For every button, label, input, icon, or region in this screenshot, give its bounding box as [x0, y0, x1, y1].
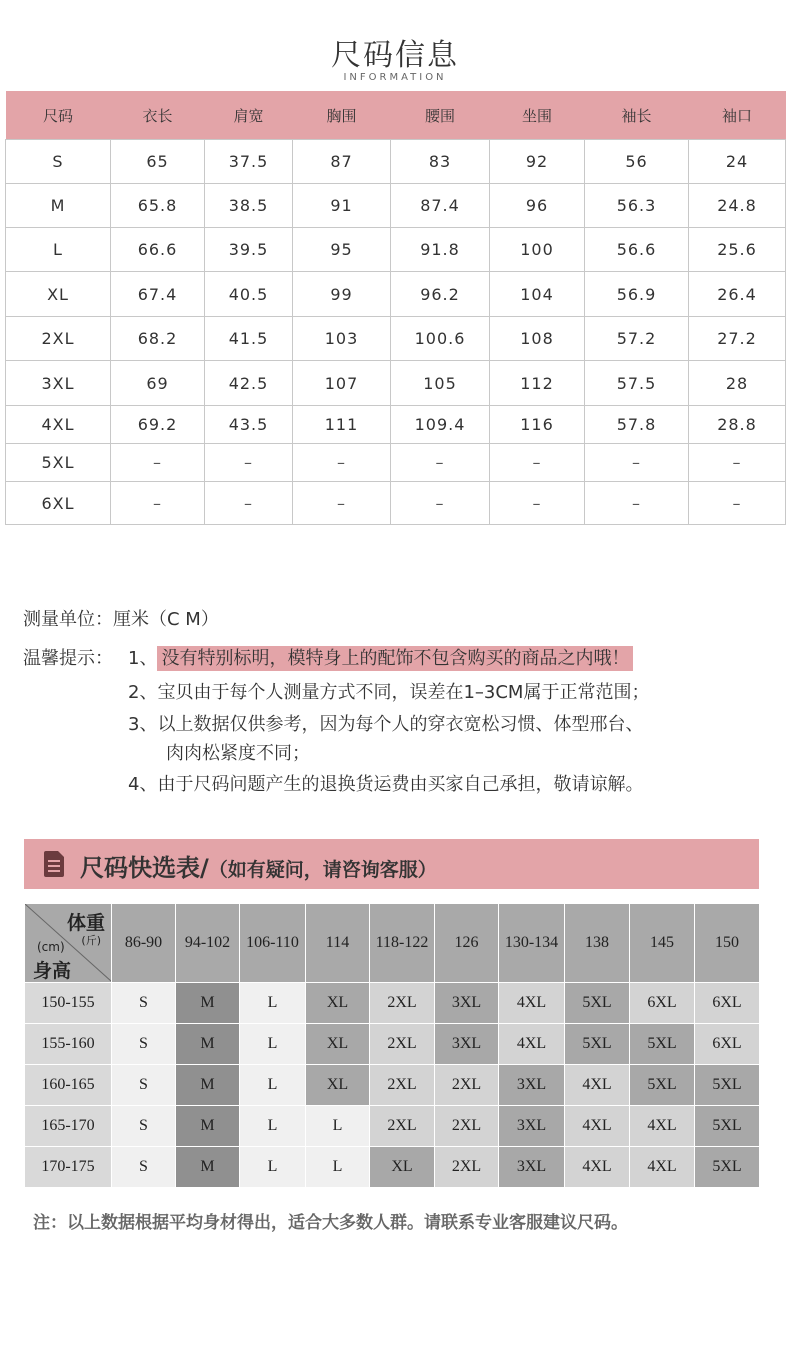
footnote: 注：以上数据根据平均身材得出，适合大多数人群。请联系专业客服建议尺码。: [33, 1213, 628, 1233]
size-suggestion-cell: 2XL: [435, 1147, 499, 1188]
size-suggestion-cell: 3XL: [435, 983, 499, 1024]
size-value-cell: –: [689, 482, 786, 525]
size-value-cell: 100.6: [391, 317, 490, 361]
size-value-cell: 69: [111, 361, 205, 406]
size-suggestion-cell: M: [176, 1065, 240, 1106]
weight-header-cell: 138: [565, 904, 630, 983]
size-table-header-cell: 衣长: [111, 91, 205, 140]
size-table-row: [6, 140, 786, 184]
size-value-cell: –: [689, 444, 786, 482]
size-value-cell: 42.5: [205, 361, 293, 406]
tip-number: 2、: [128, 682, 158, 703]
size-suggestion-cell: 2XL: [435, 1065, 499, 1106]
size-value-cell: 43.5: [205, 406, 293, 444]
corner-weight-unit: (斤): [81, 934, 101, 947]
weight-header-cell: 150: [695, 904, 760, 983]
size-table-header-cell: 腰围: [391, 91, 490, 140]
size-suggestion-cell: 3XL: [499, 1106, 565, 1147]
size-suggestion-cell: 6XL: [695, 983, 760, 1024]
measurement-unit: [23, 605, 219, 631]
size-suggestion-cell: 2XL: [370, 1106, 435, 1147]
size-table-header: [6, 91, 786, 140]
size-value-cell: –: [293, 444, 391, 482]
size-suggestion-cell: 4XL: [499, 1024, 565, 1065]
corner-cell: [25, 904, 112, 983]
size-value-cell: 107: [293, 361, 391, 406]
size-suggestion-cell: 5XL: [695, 1147, 760, 1188]
size-suggestion-cell: 5XL: [565, 983, 630, 1024]
size-suggestion-cell: L: [240, 1147, 306, 1188]
size-value-cell: 24: [689, 140, 786, 184]
size-value-cell: 57.2: [585, 317, 689, 361]
size-table-header-cell: 袖口: [689, 91, 786, 140]
size-label-cell: 3XL: [6, 361, 111, 406]
size-suggestion-cell: S: [112, 1106, 176, 1147]
tip-item: [128, 710, 643, 736]
size-label-cell: L: [6, 228, 111, 272]
size-value-cell: –: [293, 482, 391, 525]
size-value-cell: 38.5: [205, 184, 293, 228]
size-table-header-cell: 尺码: [6, 91, 111, 140]
document-icon: [44, 851, 64, 877]
tip-item-continued: [166, 739, 310, 765]
size-value-cell: 96.2: [391, 272, 490, 317]
size-value-cell: 95: [293, 228, 391, 272]
size-label-cell: 4XL: [6, 406, 111, 444]
size-value-cell: 37.5: [205, 140, 293, 184]
size-value-cell: 92: [490, 140, 585, 184]
size-suggestion-cell: 5XL: [630, 1024, 695, 1065]
size-suggestion-cell: L: [240, 1106, 306, 1147]
size-label-cell: XL: [6, 272, 111, 317]
size-value-cell: 87: [293, 140, 391, 184]
size-suggestion-cell: 5XL: [695, 1106, 760, 1147]
height-cell: 160-165: [25, 1065, 112, 1106]
tip-text: 由于尺码问题产生的退换货运费由买家自己承担，敬请谅解。: [157, 774, 644, 795]
size-value-cell: 99: [293, 272, 391, 317]
size-table-row: [6, 184, 786, 228]
size-label-cell: M: [6, 184, 111, 228]
size-suggestion-cell: L: [240, 1065, 306, 1106]
size-suggestion-cell: 5XL: [630, 1065, 695, 1106]
size-table-row: [6, 228, 786, 272]
tip-item: [128, 770, 643, 796]
weight-header-cell: 106-110: [240, 904, 306, 983]
size-label-cell: 6XL: [6, 482, 111, 525]
tip-text: 以上数据仅供参考，因为每个人的穿衣宽松习惯、体型邢台、: [157, 714, 644, 735]
size-value-cell: 105: [391, 361, 490, 406]
weight-header-cell: 126: [435, 904, 499, 983]
size-value-cell: 26.4: [689, 272, 786, 317]
size-value-cell: 56.6: [585, 228, 689, 272]
size-value-cell: –: [205, 482, 293, 525]
corner-height-label: 身高: [33, 960, 72, 982]
size-value-cell: –: [205, 444, 293, 482]
tip-number: 3、: [128, 714, 158, 735]
size-label-cell: S: [6, 140, 111, 184]
size-value-cell: 27.2: [689, 317, 786, 361]
size-value-cell: 83: [391, 140, 490, 184]
quick-table-row: [25, 1024, 760, 1065]
size-value-cell: 24.8: [689, 184, 786, 228]
size-table-row: [6, 361, 786, 406]
size-value-cell: 100: [490, 228, 585, 272]
size-suggestion-cell: 2XL: [370, 1024, 435, 1065]
size-suggestion-cell: M: [176, 983, 240, 1024]
size-value-cell: 57.8: [585, 406, 689, 444]
size-value-cell: 56: [585, 140, 689, 184]
tips-label: 温馨提示：: [23, 648, 113, 669]
weight-header-cell: 130-134: [499, 904, 565, 983]
corner-height-unit: (cm): [37, 940, 65, 954]
size-label-cell: 5XL: [6, 444, 111, 482]
size-value-cell: 91.8: [391, 228, 490, 272]
corner-weight-label: 体重: [66, 912, 105, 934]
quick-select-banner: [24, 839, 759, 889]
weight-header-cell: 118-122: [370, 904, 435, 983]
size-value-cell: 67.4: [111, 272, 205, 317]
size-table-row: [6, 317, 786, 361]
size-suggestion-cell: L: [306, 1147, 370, 1188]
size-value-cell: 28: [689, 361, 786, 406]
size-suggestion-cell: XL: [306, 1024, 370, 1065]
tip-number: 1、: [128, 648, 158, 669]
size-table-row: [6, 272, 786, 317]
size-suggestion-cell: 2XL: [370, 1065, 435, 1106]
size-suggestion-cell: 4XL: [630, 1147, 695, 1188]
size-suggestion-cell: M: [176, 1147, 240, 1188]
size-suggestion-cell: 3XL: [499, 1065, 565, 1106]
quick-select-title-sub: （如有疑问，请咨询客服）: [208, 859, 437, 881]
size-suggestion-cell: M: [176, 1106, 240, 1147]
size-suggestion-cell: 4XL: [630, 1106, 695, 1147]
size-suggestion-cell: 5XL: [565, 1024, 630, 1065]
size-table-header-cell: 袖长: [585, 91, 689, 140]
tip-item: [128, 644, 633, 670]
size-suggestion-cell: 3XL: [435, 1024, 499, 1065]
page-subtitle: INFORMATION: [343, 72, 447, 83]
size-suggestion-cell: 4XL: [499, 983, 565, 1024]
size-suggestion-cell: S: [112, 1024, 176, 1065]
size-suggestion-cell: L: [306, 1106, 370, 1147]
size-value-cell: 41.5: [205, 317, 293, 361]
size-table: [5, 91, 786, 525]
quick-select-title: [80, 848, 437, 883]
page-title: 尺码信息: [331, 38, 459, 73]
size-value-cell: –: [391, 444, 490, 482]
height-cell: 170-175: [25, 1147, 112, 1188]
height-cell: 155-160: [25, 1024, 112, 1065]
size-suggestion-cell: 2XL: [435, 1106, 499, 1147]
size-value-cell: 28.8: [689, 406, 786, 444]
size-value-cell: 68.2: [111, 317, 205, 361]
size-value-cell: 112: [490, 361, 585, 406]
size-value-cell: –: [490, 444, 585, 482]
size-value-cell: 104: [490, 272, 585, 317]
size-value-cell: 96: [490, 184, 585, 228]
size-value-cell: 56.3: [585, 184, 689, 228]
quick-table-row: [25, 1106, 760, 1147]
quick-table-header: [25, 904, 760, 983]
size-value-cell: 69.2: [111, 406, 205, 444]
weight-header-cell: 114: [306, 904, 370, 983]
size-table-header-cell: 肩宽: [205, 91, 293, 140]
weight-header-cell: 145: [630, 904, 695, 983]
size-value-cell: 109.4: [391, 406, 490, 444]
size-suggestion-cell: 2XL: [370, 983, 435, 1024]
size-value-cell: 91: [293, 184, 391, 228]
weight-header-cell: 94-102: [176, 904, 240, 983]
size-table-row: [6, 406, 786, 444]
height-cell: 150-155: [25, 983, 112, 1024]
size-suggestion-cell: XL: [306, 1065, 370, 1106]
size-value-cell: 66.6: [111, 228, 205, 272]
size-label-cell: 2XL: [6, 317, 111, 361]
size-suggestion-cell: 4XL: [565, 1106, 630, 1147]
tip-text: 肉肉松紧度不同；: [166, 743, 310, 764]
height-cell: 165-170: [25, 1106, 112, 1147]
size-suggestion-cell: XL: [370, 1147, 435, 1188]
size-suggestion-cell: 5XL: [695, 1065, 760, 1106]
size-value-cell: –: [111, 444, 205, 482]
size-suggestion-cell: L: [240, 983, 306, 1024]
weight-header-cell: 86-90: [112, 904, 176, 983]
quick-table-row: [25, 1147, 760, 1188]
size-suggestion-cell: S: [112, 983, 176, 1024]
size-value-cell: 87.4: [391, 184, 490, 228]
size-value-cell: 40.5: [205, 272, 293, 317]
size-suggestion-cell: 3XL: [499, 1147, 565, 1188]
size-suggestion-cell: S: [112, 1065, 176, 1106]
size-value-cell: –: [111, 482, 205, 525]
size-suggestion-cell: M: [176, 1024, 240, 1065]
size-suggestion-cell: S: [112, 1147, 176, 1188]
size-suggestion-cell: 6XL: [695, 1024, 760, 1065]
quick-table-row: [25, 1065, 760, 1106]
size-value-cell: –: [391, 482, 490, 525]
size-suggestion-cell: L: [240, 1024, 306, 1065]
size-value-cell: 108: [490, 317, 585, 361]
size-table-row: [6, 444, 786, 482]
size-suggestion-cell: 6XL: [630, 983, 695, 1024]
tip-text: 宝贝由于每个人测量方式不同，误差在1–3CM属于正常范围；: [157, 682, 650, 703]
size-value-cell: 65.8: [111, 184, 205, 228]
size-value-cell: 116: [490, 406, 585, 444]
size-value-cell: 56.9: [585, 272, 689, 317]
size-value-cell: –: [490, 482, 585, 525]
tip-item: [128, 678, 649, 704]
size-value-cell: –: [585, 444, 689, 482]
size-value-cell: 25.6: [689, 228, 786, 272]
unit-value: 厘米（C M）: [113, 609, 219, 630]
tip-number: 4、: [128, 774, 158, 795]
size-value-cell: 57.5: [585, 361, 689, 406]
size-table-header-cell: 坐围: [490, 91, 585, 140]
unit-label: 测量单位：: [23, 609, 113, 630]
tip-text-highlight: 没有特别标明，模特身上的配饰不包含购买的商品之内哦！: [157, 646, 633, 671]
size-value-cell: 39.5: [205, 228, 293, 272]
size-value-cell: –: [585, 482, 689, 525]
size-suggestion-cell: XL: [306, 983, 370, 1024]
size-value-cell: 103: [293, 317, 391, 361]
size-suggestion-cell: 4XL: [565, 1065, 630, 1106]
quick-table-row: [25, 983, 760, 1024]
size-suggestion-cell: 4XL: [565, 1147, 630, 1188]
size-table-header-cell: 胸围: [293, 91, 391, 140]
quick-select-title-main: 尺码快选表/: [80, 854, 209, 882]
size-value-cell: 65: [111, 140, 205, 184]
size-value-cell: 111: [293, 406, 391, 444]
quick-select-table: [24, 903, 760, 1188]
size-table-row: [6, 482, 786, 525]
